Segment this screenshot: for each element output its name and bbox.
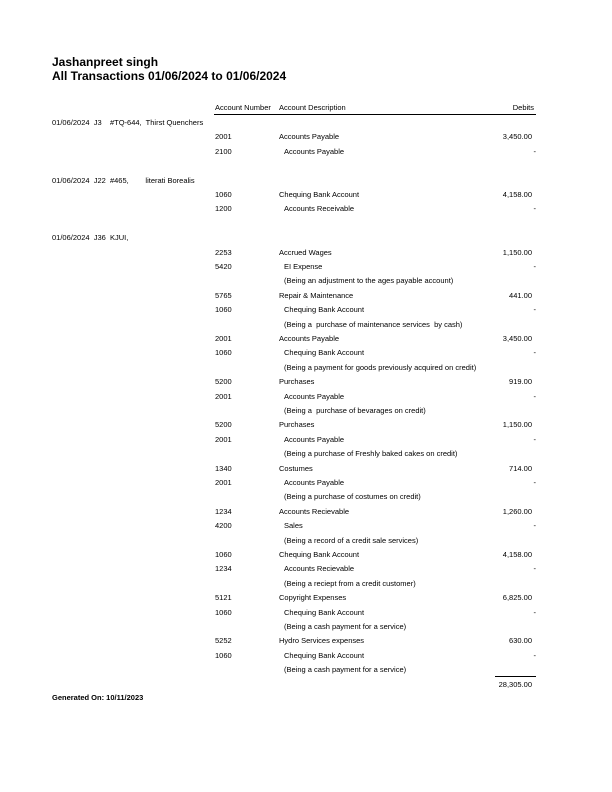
debit-amount: 4,158.00	[502, 190, 532, 199]
account-number: 2100	[215, 146, 232, 156]
account-number: 1060	[215, 190, 232, 199]
account-description: EI Expense	[284, 262, 323, 271]
account-number: 1060	[215, 550, 232, 559]
debit-amount: 3,450.00	[502, 132, 532, 142]
entry-memo: (Being an adjustment to the ages payable account)	[284, 276, 454, 286]
account-number: 2001	[215, 132, 232, 142]
debit-amount: 1,260.00	[502, 506, 532, 516]
journal-entry-header: 01/06/2024 J22 #465, literati Borealis	[52, 175, 195, 185]
debit-amount: -	[533, 204, 536, 214]
debit-amount: -	[533, 478, 536, 487]
account-number: 1060	[215, 348, 232, 358]
account-description: Hydro Services expenses	[279, 636, 365, 646]
account-number: 5252	[215, 636, 232, 646]
account-number: 5765	[215, 290, 232, 300]
generated-on: Generated On: 10/11/2023	[52, 693, 144, 702]
entry-memo: (Being a reciept from a credit customer)	[284, 578, 416, 588]
debit-amount: -	[533, 434, 536, 444]
journal-entry-header: 01/06/2024 J3 #TQ-644, Thirst Quenchers	[52, 118, 204, 127]
entry-memo: (Being a purchase of bevarages on credit)	[284, 406, 426, 415]
account-number: 2001	[215, 478, 232, 487]
account-description: Repair & Maintenance	[279, 290, 354, 300]
debit-amount: -	[533, 391, 536, 401]
account-number: 1060	[215, 650, 232, 660]
entry-memo: (Being a purchase of costumes on credit)	[284, 492, 421, 502]
debit-amount: -	[533, 348, 536, 358]
account-description: Accrued Wages	[279, 247, 332, 257]
column-header-debits: Debits	[512, 103, 534, 112]
account-description: Purchases	[279, 420, 315, 430]
account-description: Accounts Receivable	[284, 204, 355, 214]
debit-amount: 630.00	[509, 636, 532, 646]
entry-memo: (Being a purchase of Freshly baked cakes on credit)	[284, 449, 458, 459]
debit-amount: 714.00	[509, 463, 532, 473]
account-number: 5200	[215, 420, 232, 430]
account-description: Accounts Payable	[284, 478, 345, 487]
account-description: Sales	[284, 521, 303, 531]
account-description: Accounts Payable	[284, 391, 345, 401]
account-number: 2001	[215, 334, 232, 343]
entry-memo: (Being a purchase of maintenance services by cash)	[284, 319, 463, 329]
debit-amount: -	[533, 262, 536, 271]
account-number: 5121	[215, 593, 232, 603]
account-description: Chequing Bank Account	[284, 305, 365, 315]
account-description: Copyright Expenses	[279, 593, 347, 603]
column-header-account-number: Account Number	[215, 103, 271, 112]
account-number: 2253	[215, 247, 232, 257]
account-description: Purchases	[279, 377, 315, 387]
debit-amount: -	[533, 146, 536, 156]
account-number: 5420	[215, 262, 232, 271]
debit-amount: -	[533, 305, 536, 315]
total-rule	[495, 676, 536, 677]
account-number: 1060	[215, 607, 232, 617]
account-description: Accounts Payable	[284, 434, 345, 444]
account-number: 1234	[215, 564, 232, 574]
company-name: Jashanpreet singh	[52, 55, 159, 69]
entry-memo: (Being a payment for goods previously acquired on credit)	[284, 362, 477, 372]
account-description: Costumes	[279, 463, 313, 473]
account-number: 1340	[215, 463, 232, 473]
account-description: Accounts Payable	[279, 132, 340, 142]
account-description: Chequing Bank Account	[279, 190, 360, 199]
entry-memo: (Being a record of a credit sale services)	[284, 535, 419, 545]
account-number: 2001	[215, 434, 232, 444]
account-description: Accounts Recievable	[284, 564, 355, 574]
debit-amount: -	[533, 607, 536, 617]
account-description: Chequing Bank Account	[284, 607, 365, 617]
debit-amount: 441.00	[509, 290, 532, 300]
debit-amount: 1,150.00	[502, 420, 532, 430]
account-description: Chequing Bank Account	[284, 650, 365, 660]
debit-amount: 6,825.00	[502, 593, 532, 603]
report-title: All Transactions 01/06/2024 to 01/06/2024	[52, 69, 287, 83]
entry-memo: (Being a cash payment for a service)	[284, 665, 407, 675]
debit-amount: 3,450.00	[502, 334, 532, 343]
account-number: 4200	[215, 521, 232, 531]
account-number: 1060	[215, 305, 232, 315]
account-description: Chequing Bank Account	[284, 348, 365, 358]
debits-total: 28,305.00	[498, 680, 532, 689]
account-description: Accounts Payable	[284, 146, 345, 156]
account-description: Accounts Payable	[279, 334, 340, 343]
account-number: 1200	[215, 204, 232, 214]
entry-memo: (Being a cash payment for a service)	[284, 622, 407, 631]
journal-entry-header: 01/06/2024 J36 KJUI,	[52, 233, 129, 243]
account-description: Chequing Bank Account	[279, 550, 360, 559]
debit-amount: 4,158.00	[502, 550, 532, 559]
debit-amount: 1,150.00	[502, 247, 532, 257]
account-number: 5200	[215, 377, 232, 387]
debit-amount: -	[533, 564, 536, 574]
account-number: 2001	[215, 391, 232, 401]
column-header-account-description: Account Description	[279, 103, 346, 112]
account-number: 1234	[215, 506, 232, 516]
debit-amount: -	[533, 521, 536, 531]
account-description: Accounts Recievable	[279, 506, 350, 516]
debit-amount: 919.00	[509, 377, 532, 387]
debit-amount: -	[533, 650, 536, 660]
